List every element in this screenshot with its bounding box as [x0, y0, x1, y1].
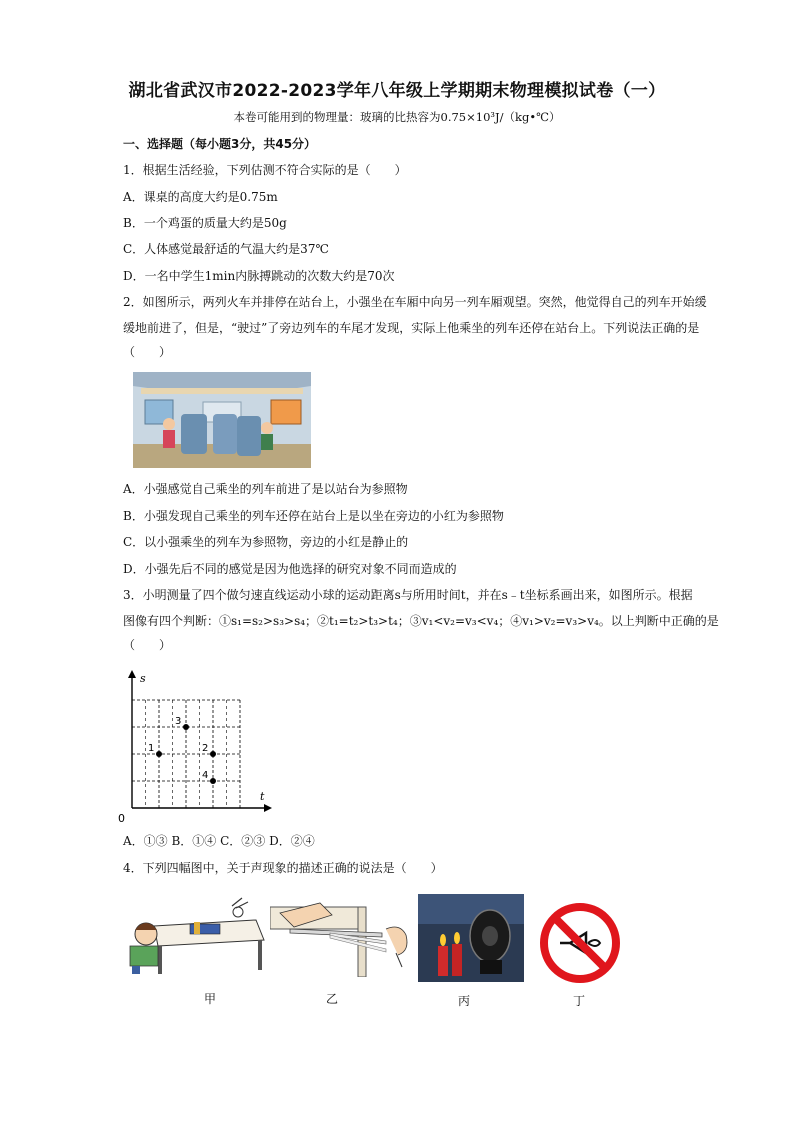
q1-option-d: D．一名中学生1min内脉搏跳动的次数大约是70次	[123, 269, 395, 283]
s-t-graph	[118, 668, 278, 824]
graph-point-2	[210, 751, 216, 757]
origin-label: 0	[118, 812, 125, 824]
figure-jia-desk-listening	[124, 896, 266, 974]
graph-point-3	[183, 724, 189, 730]
q2-stem-line1: 2．如图所示，两列火车并排停在站台上，小强坐在车厢中向另一列车厢观望。突然，他觉得自己的列车开始缓	[123, 295, 707, 309]
graph-point-label-2: 2	[202, 743, 209, 754]
q2-stem-line2: 缓地前进了，但是，“驶过”了旁边列车的车尾才发现，实际上他乘坐的列车还停在站台上。下列说法正确的是	[123, 321, 700, 335]
q1-option-b: B．一个鸡蛋的质量大约是50g	[123, 216, 287, 230]
figure-label-jia: 甲	[204, 992, 217, 1006]
graph-point-label-1: 1	[148, 743, 155, 754]
figure-ding-no-horn-sign	[540, 903, 620, 983]
q2-option-a: A．小强感觉自己乘坐的列车前进了是以站台为参照物	[123, 482, 408, 496]
section-heading: 一、选择题（每小题3分，共45分）	[123, 137, 317, 151]
q2-option-c: C．以小强乘坐的列车为参照物，旁边的小红是静止的	[123, 535, 409, 549]
q3-stem-line2: 图像有四个判断：①s₁=s₂>s₃>s₄；②t₁=t₂>t₃>t₄；③v₁<v₂=v₃<v₄；④v₁>v₂=v₃>v₄。以上判断中正确的是	[123, 614, 719, 628]
q1-option-a: A．课桌的高度大约是0.75m	[123, 190, 278, 204]
axis-t-label: t	[260, 790, 265, 803]
q3-stem-line1: 3．小明测量了四个做匀速直线运动小球的运动距离s与所用时间t，并在s﹣t坐标系画出来，如图所示。根据	[123, 588, 693, 602]
axis-s-label: s	[140, 672, 146, 685]
figure-label-bing: 丙	[458, 994, 471, 1008]
train-interior-illustration	[133, 372, 311, 468]
q2-stem-line3: （ ）	[123, 345, 172, 359]
subtitle: 本卷可能用到的物理量：玻璃的比热容为0.75×10³J/（kg•℃）	[233, 110, 561, 124]
figure-yi-ruler-vibration	[270, 893, 412, 977]
page-title: 湖北省武汉市2022-2023学年八年级上学期期末物理模拟试卷（一）	[128, 81, 666, 101]
graph-point-1	[156, 751, 162, 757]
graph-point-4	[210, 778, 216, 784]
figure-bing-speaker-candles	[418, 894, 524, 982]
graph-point-label-4: 4	[202, 770, 209, 781]
q2-option-b: B．小强发现自己乘坐的列车还停在站台上是以坐在旁边的小红为参照物	[123, 509, 504, 523]
q1-option-c: C．人体感觉最舒适的气温大约是37℃	[123, 242, 329, 256]
q3-options: A．①③ B．①④ C．②③ D．②④	[123, 834, 315, 848]
q1-stem: 1．根据生活经验，下列估测不符合实际的是（ ）	[123, 163, 407, 177]
q2-option-d: D．小强先后不同的感觉是因为他选择的研究对象不同而造成的	[123, 562, 457, 576]
graph-point-label-3: 3	[175, 716, 182, 727]
q4-stem: 4．下列四幅图中，关于声现象的描述正确的说法是（ ）	[123, 861, 443, 875]
figure-label-ding: 丁	[573, 994, 586, 1008]
q3-stem-line3: （ ）	[123, 638, 172, 652]
figure-label-yi: 乙	[326, 992, 339, 1006]
